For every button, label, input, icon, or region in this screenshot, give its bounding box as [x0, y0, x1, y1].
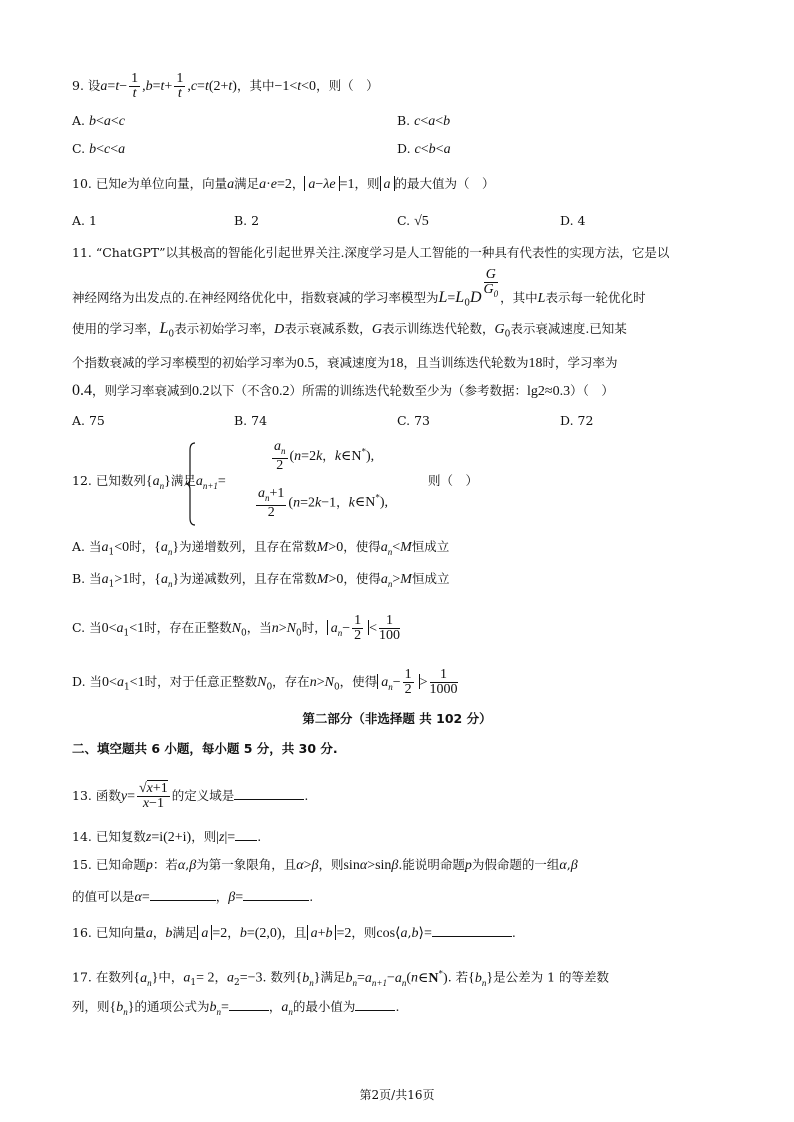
q15-beta-blank[interactable] — [243, 888, 309, 901]
q16-answer-blank[interactable] — [432, 924, 512, 937]
q14-answer-blank[interactable] — [235, 828, 257, 841]
q14-stem: 14. 已知复数z=i(2+i)，则|z|= . — [72, 829, 262, 845]
q9-formula: a — [100, 79, 108, 94]
q11-line2: 神经网络为出发点的.在神经网络优化中，指数衰减的学习率模型为$L=L_0D$ $^{\frac{G}{G_0}}$ ，其中L表示每一轮优化时 — [72, 267, 646, 309]
q15-alpha-blank[interactable] — [150, 888, 216, 901]
q11-option-d[interactable]: D. 72 — [560, 413, 594, 428]
q12-option-c[interactable]: C. 当$0<a_1<1$时，存在正整数$N_0$，当$n>N_0$时， $a_n-$ $\frac{1}{2}$ < $\frac{1}{100}$ — [72, 613, 401, 643]
q9-stem: 9. 设a=t− $\frac{1}{t}$ ,b=t+ $\frac{1}{t}$ ,c=t(2+t)，其中−1<t<0，则（ ） — [72, 71, 379, 101]
q9-option-d[interactable]: D. c<b<a — [397, 141, 451, 157]
q10-option-b[interactable]: B. 2 — [234, 213, 260, 228]
q15-line1: 15. 已知命题p：若α,β为第一象限角，且α>β，则sinα>sinβ.能说明命题p为假命题的一组α,β — [72, 857, 578, 873]
q9-tail: ，则（ ） — [316, 78, 379, 93]
q10-stem: 10. 已知e为单位向量，向量a满足a·e=2， a−λe =1，则 a 的最大值为（ ） — [72, 176, 495, 192]
q13-stem: 13. 函数y= $\frac{√x+1}{x-1}$ 的定义域是 . — [72, 781, 309, 811]
q12-case2: $\frac{a_n+1}{2}$ (n=2k−1，k∈N*), — [258, 486, 388, 520]
q9-cond: ，其中 — [236, 78, 275, 93]
page-footer: 第2页/共16页 — [359, 1088, 435, 1102]
q17-line1: 17. 在数列$\{a_n\}$中，$a_1= 2$，$a_2=-3$. 数列$\{b_n\}$满足$b_n=a_{n+1}-a_n(n\in N^*)$. 若$\{b_n\}$是公差为 1 的等差数 — [72, 968, 610, 989]
q9-option-c[interactable]: C. b<c<a — [72, 141, 126, 157]
q11-line3: 使用的学习率，$L_0$表示初始学习率，D表示衰减系数，G表示训练迭代轮数，$G_0$表示衰减速度.已知某 — [72, 320, 627, 340]
q17-line2: 列，则$\{b_n\}$的通项公式为$b_n=$ ，$a_n$的最小值为 . — [72, 999, 400, 1017]
part-two-heading: 第二部分（非选择题 共 102 分） — [302, 711, 492, 726]
q10-option-c[interactable]: C. √5 — [397, 213, 429, 229]
q9-prefix: 9. 设 — [72, 78, 101, 93]
q9-option-a[interactable]: A. b<a<c — [72, 113, 126, 129]
q17-min-blank[interactable] — [355, 998, 395, 1011]
q11-line5: 0.4，则学习率衰减到0.2以下（不含0.2）所需的训练迭代轮数至少为（参考数据：lg2≈0.3）（ ） — [72, 382, 614, 399]
q11-line4: 个指数衰减的学习率模型的初始学习率为0.5，衰减速度为18，且当训练迭代轮数为18时，学习率为 — [72, 355, 618, 371]
q16-stem: 16. 已知向量a，b满足 a =2，b=(2,0)，且 a+b =2，则cos⟨a,b⟩= . — [72, 925, 516, 941]
q17-bn-blank[interactable] — [229, 998, 269, 1011]
q13-answer-blank[interactable] — [234, 787, 304, 800]
q12-option-a[interactable]: A. 当$a_1<0$时，$\{a_n\}$为递增数列，且存在常数M>0，使得$a_n<M$恒成立 — [72, 539, 450, 558]
q15-line2: 的值可以是α= ，β= . — [72, 889, 314, 905]
q11-option-c[interactable]: C. 73 — [397, 413, 430, 428]
q12-option-b[interactable]: B. 当$a_1>1$时，$\{a_n\}$为递减数列，且存在常数M>0，使得$a_n>M$恒成立 — [72, 571, 450, 590]
q11-line1: 11. “ChatGPT”以其极高的智能化引起世界关注.深度学习是人工智能的一种具有代表性的实现方法，它是以 — [72, 245, 670, 260]
section-two-heading: 二、填空题共 6 小题，每小题 5 分，共 30 分. — [72, 741, 338, 756]
q12-tail: 则（ ） — [428, 473, 479, 488]
q10-option-a[interactable]: A. 1 — [72, 213, 97, 228]
q11-option-b[interactable]: B. 74 — [234, 413, 268, 428]
q12-option-d[interactable]: D. 当$0<a_1<1$时，对于任意正整数$N_0$，存在$n>N_0$，使得 $a_n-$ $\frac{1}{2}$ > $\frac{1}{1000}$ — [72, 667, 458, 697]
q10-option-d[interactable]: D. 4 — [560, 213, 586, 228]
q12-brace — [186, 442, 196, 526]
q11-option-a[interactable]: A. 75 — [72, 413, 105, 428]
q12-case1: $\frac{a_n}{2}$ (n=2k，k∈N*), — [274, 439, 375, 473]
q12-stem: 12. 已知数列$\{a_n\}$满足$a_{n+1}=$ — [72, 473, 226, 491]
q9-option-b[interactable]: B. c<a<b — [397, 113, 451, 129]
